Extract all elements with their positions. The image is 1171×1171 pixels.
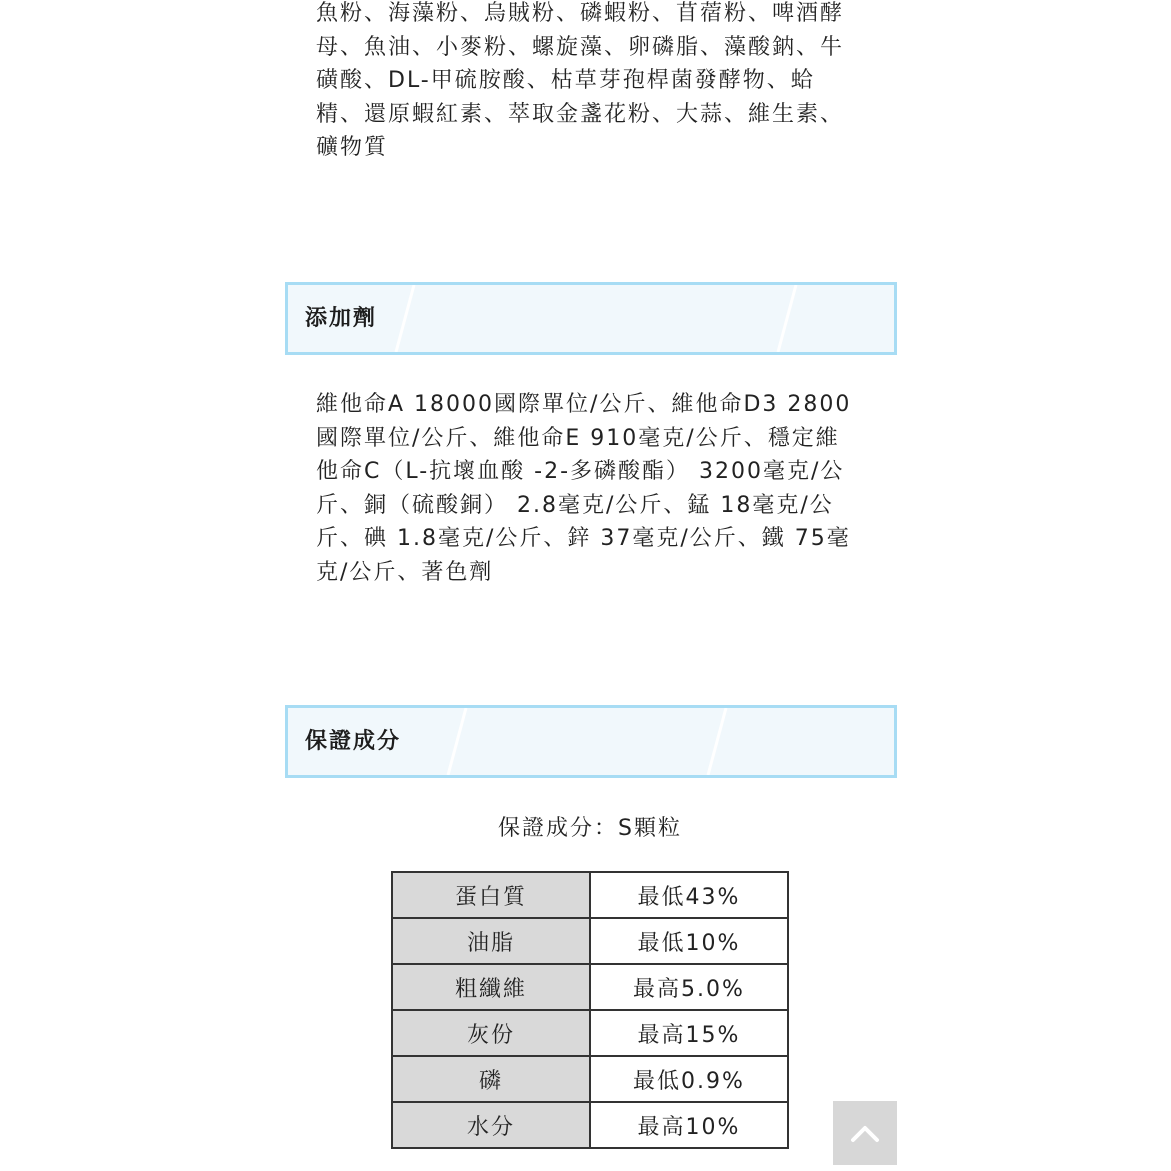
table-row: [392, 1010, 788, 1056]
watermark-graphic: [288, 285, 894, 352]
table-row: [392, 872, 788, 918]
analysis-label: 蛋白質: [392, 872, 590, 918]
chevron-up-icon: [850, 1123, 880, 1143]
analysis-label: 粗纖維: [392, 964, 590, 1010]
analysis-value: 最高5.0%: [590, 964, 788, 1010]
analysis-label: 灰份: [392, 1010, 590, 1056]
analysis-value: 最高10%: [590, 1102, 788, 1148]
analysis-label: 油脂: [392, 918, 590, 964]
guarantee-table-caption: 保證成分：S顆粒: [498, 816, 682, 841]
guarantee-section-header: [285, 705, 897, 778]
analysis-value: 最低0.9%: [590, 1056, 788, 1102]
additives-heading: 添加劑: [305, 306, 378, 331]
analysis-label: 水分: [392, 1102, 590, 1148]
ingredients-text: 魚粉、海藻粉、烏賊粉、磷蝦粉、苜蓿粉、啤酒酵母、魚油、小麥粉、螺旋藻、卵磷脂、藻酸鈉、牛磺酸、DL-甲硫胺酸、枯草芽孢桿菌發酵物、蛤精、還原蝦紅素、萃取金盞花粉、大蒜、維生素、礦物質: [316, 1, 845, 160]
back-to-top-button[interactable]: [833, 1101, 897, 1165]
analysis-value: 最低43%: [590, 872, 788, 918]
table-row: [392, 1056, 788, 1102]
analysis-label: 磷: [392, 1056, 590, 1102]
table-row: [392, 1102, 788, 1148]
guaranteed-analysis-table: [391, 871, 789, 1149]
analysis-value: 最低10%: [590, 918, 788, 964]
guarantee-heading: 保證成分: [305, 729, 402, 754]
table-row: [392, 964, 788, 1010]
table-row: [392, 918, 788, 964]
analysis-value: 最高15%: [590, 1010, 788, 1056]
additives-text: 維他命A 18000國際單位/公斤、維他命D3 2800國際單位/公斤、維他命E 910毫克/公斤、穩定維他命C（L-抗壞血酸 -2-多磷酸酯） 3200毫克/公斤、銅（硫酸銅） 2.8毫克/公斤、錳 18毫克/公斤、碘 1.8毫克/公斤、鋅 37毫克/公斤、鐵 75毫克/公斤、著色劑: [316, 392, 852, 585]
additives-section-header: [285, 282, 897, 355]
